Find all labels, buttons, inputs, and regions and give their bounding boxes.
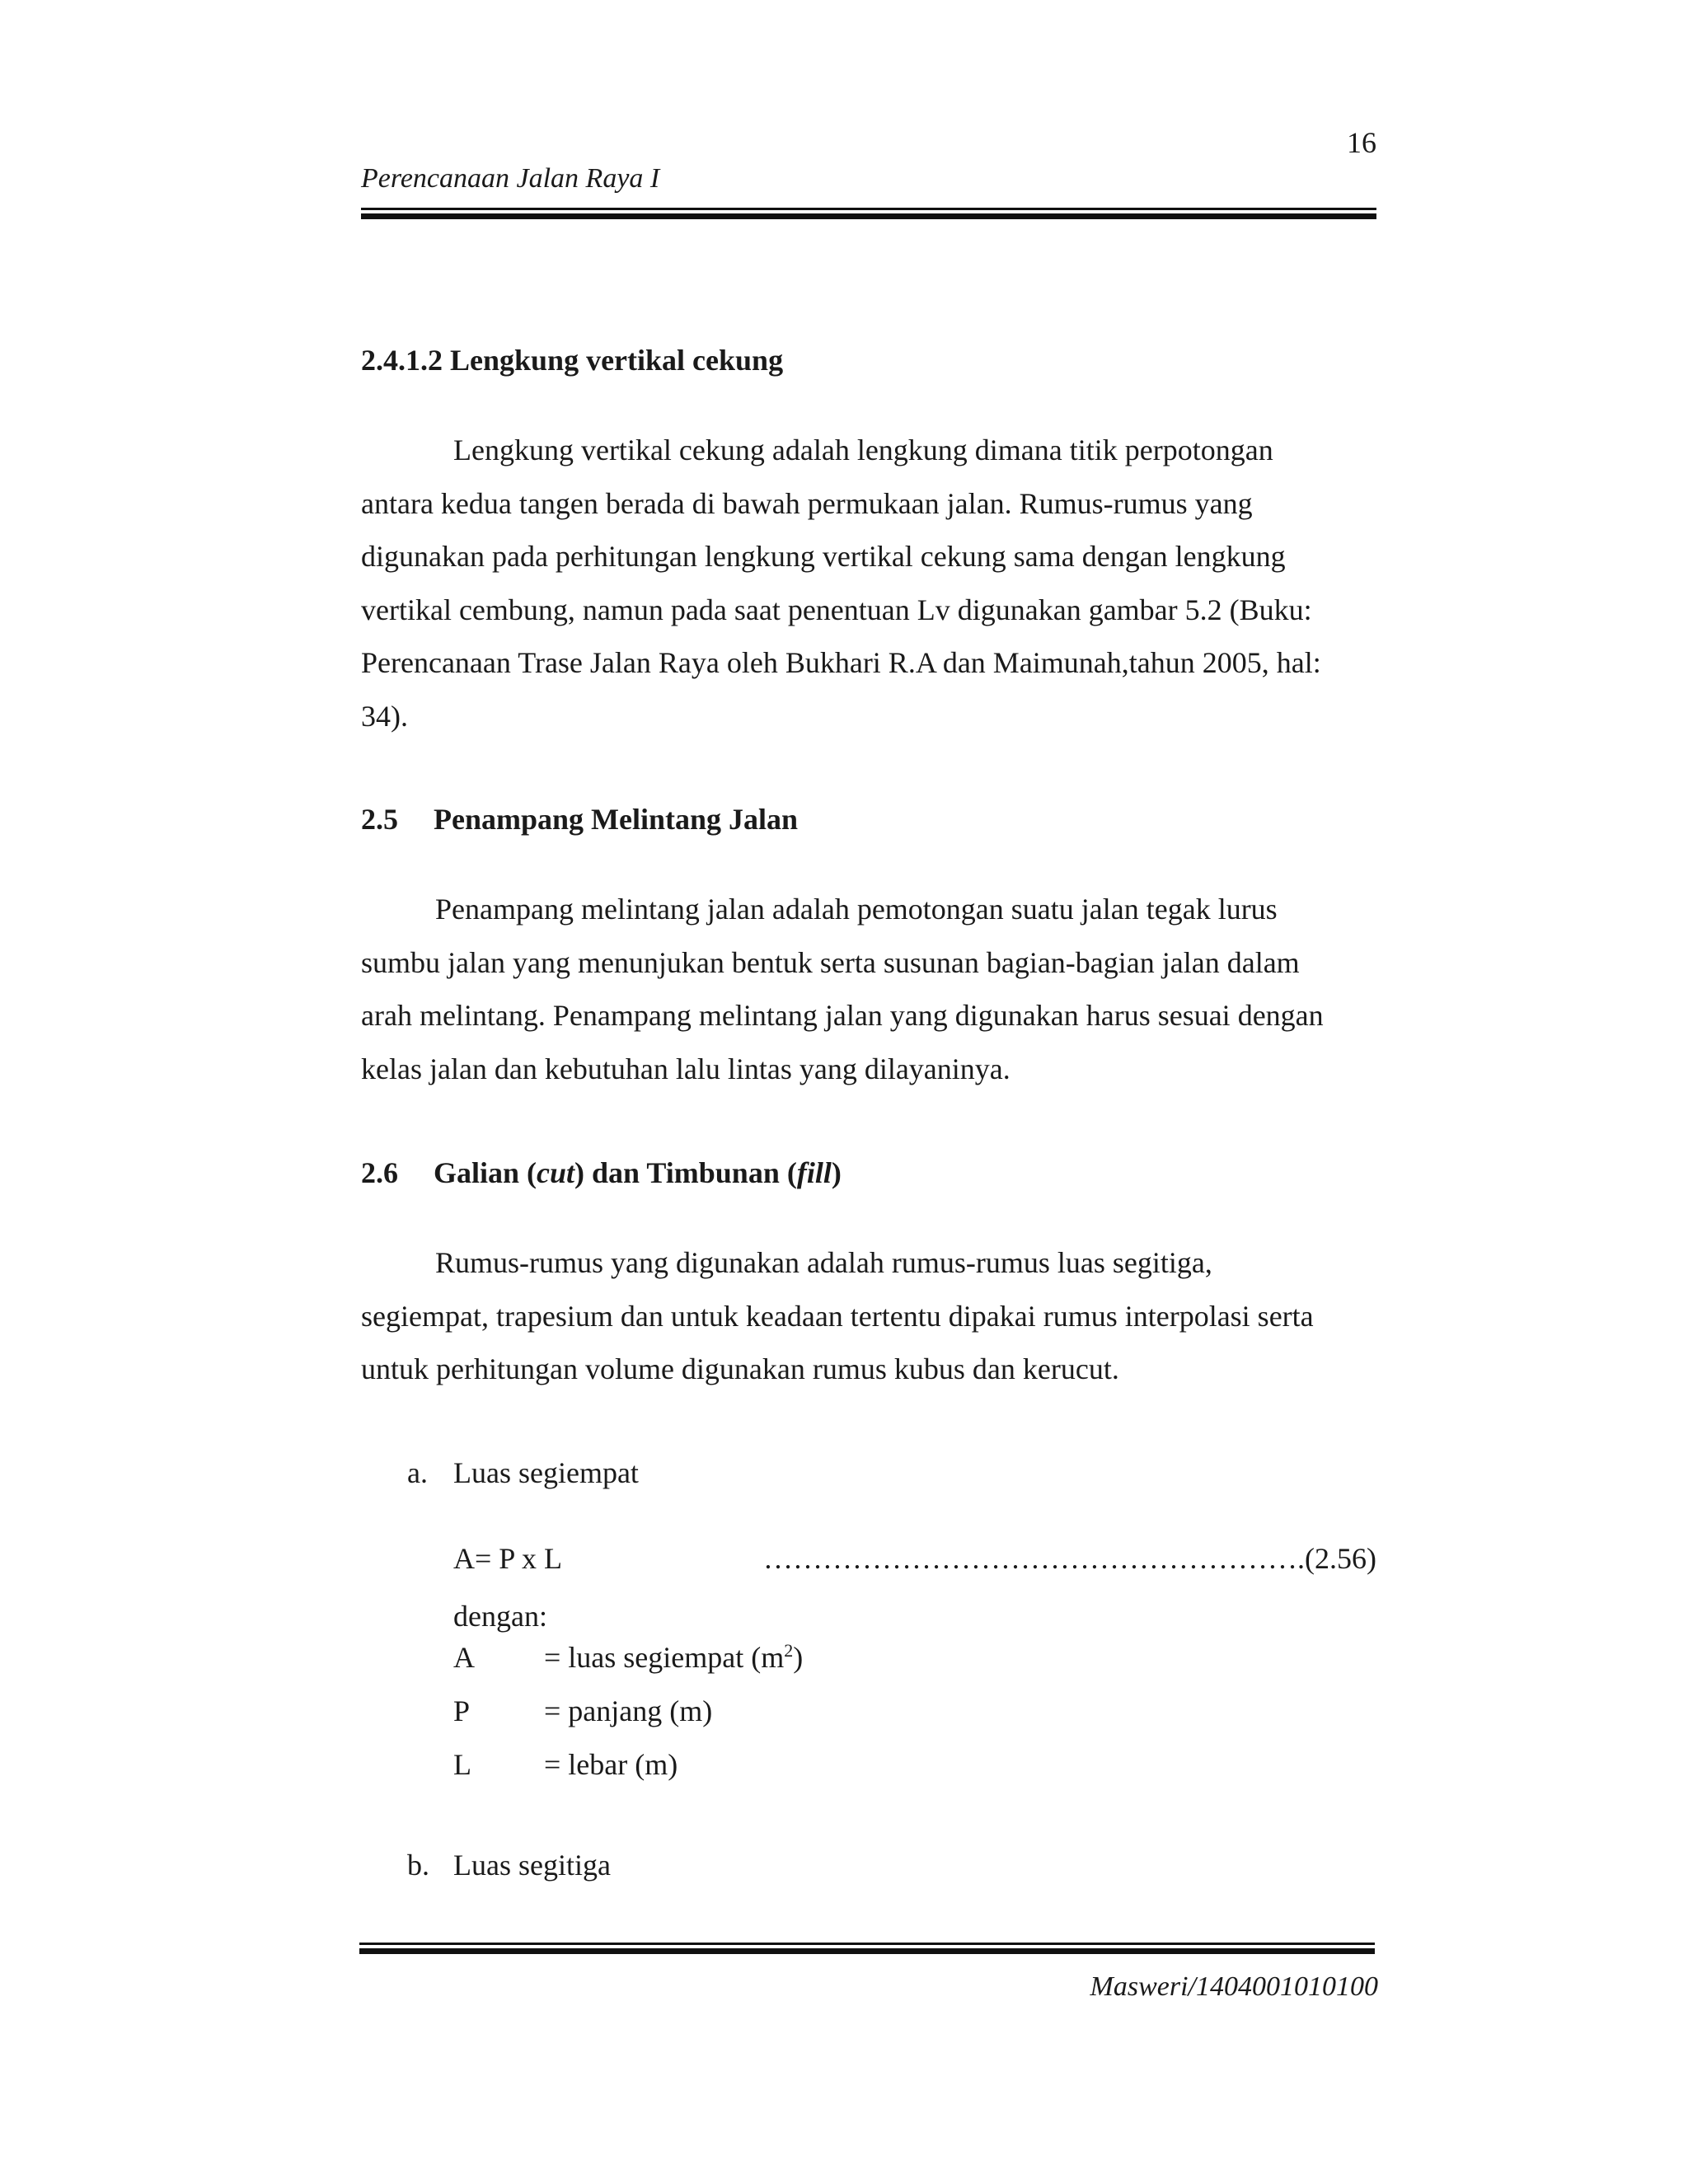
section-title: Penampang Melintang Jalan (434, 803, 799, 836)
definition-row: L = lebar (m) (453, 1748, 678, 1781)
paragraph-line: 34). (361, 699, 408, 733)
list-label: Luas segitiga (453, 1849, 611, 1882)
formula-expression: A= P x L (453, 1542, 562, 1575)
term-fill: fill (796, 1156, 832, 1189)
paragraph-line: antara kedua tangen berada di bawah permukaan jalan. Rumus-rumus yang (361, 486, 1253, 520)
running-title: Perencanaan Jalan Raya I (361, 163, 660, 194)
paragraph-galian-timbunan (361, 1236, 1376, 1396)
formula-2-56 (453, 1541, 1376, 1576)
paragraph-line: sumbu jalan yang menunjukan bentuk serta susunan bagian-bagian jalan dalam (361, 945, 1300, 979)
definition-symbol: L (453, 1748, 471, 1781)
definition-symbol: P (453, 1694, 471, 1727)
paragraph-penampang (361, 883, 1376, 1095)
list-marker: b. (407, 1849, 429, 1882)
page-number: 16 (1347, 126, 1376, 159)
paragraph-line: Rumus-rumus yang digunakan adalah rumus-rumus luas segitiga, (435, 1246, 1212, 1279)
paragraph-line: untuk perhitungan volume digunakan rumus kubus dan kerucut. (361, 1352, 1119, 1385)
section-heading-26: 2.6 Galian (cut) dan Timbunan (fill) (361, 1156, 842, 1189)
definitions-label: dengan: (453, 1600, 547, 1633)
paragraph-lengkung-cekung (361, 424, 1376, 743)
paragraph-line: arah melintang. Penampang melintang jalan yang digunakan harus sesuai dengan (361, 999, 1324, 1032)
list-item-b (407, 1848, 611, 1882)
paragraph-line: Penampang melintang jalan adalah pemotongan suatu jalan tegak lurus (435, 893, 1278, 926)
footer-author-id: Masweri/1404001010100 (1090, 1971, 1378, 2002)
paragraph-line: Lengkung vertikal cekung adalah lengkung dimana titik perpotongan (453, 434, 1273, 466)
section-heading-2412: 2.4.1.2 Lengkung vertikal cekung (361, 344, 784, 377)
section-number: 2.5 (361, 803, 398, 836)
paragraph-line: digunakan pada perhitungan lengkung vertikal cekung sama dengan lengkung (361, 540, 1286, 573)
paragraph-line: kelas jalan dan kebutuhan lalu lintas yang dilayaninya. (361, 1052, 1010, 1085)
footer-rule (359, 1943, 1375, 1954)
list-label: Luas segiempat (453, 1456, 639, 1489)
paragraph-line: segiempat, trapesium dan untuk keadaan tertentu dipakai rumus interpolasi serta (361, 1299, 1314, 1333)
paragraph-line: Perencanaan Trase Jalan Raya oleh Bukhari R.A dan Maimunah,tahun 2005, hal: (361, 646, 1321, 679)
term-cut: cut (537, 1156, 575, 1189)
section-number: 2.6 (361, 1156, 398, 1189)
definition-row: P = panjang (m) (453, 1694, 713, 1727)
definition-row: A = luas segiempat $(m^2)$ (453, 1640, 804, 1674)
paragraph-line: vertikal cembung, namun pada saat penentuan Lv digunakan gambar 5.2 (Buku: (361, 593, 1312, 626)
definition-symbol: A (453, 1641, 475, 1674)
section-heading-25 (361, 802, 798, 837)
header-rule (361, 208, 1376, 219)
list-item-a (407, 1455, 639, 1490)
list-marker: a. (407, 1456, 428, 1489)
equation-number: ……………………………………………….(2.56) (763, 1542, 1376, 1575)
